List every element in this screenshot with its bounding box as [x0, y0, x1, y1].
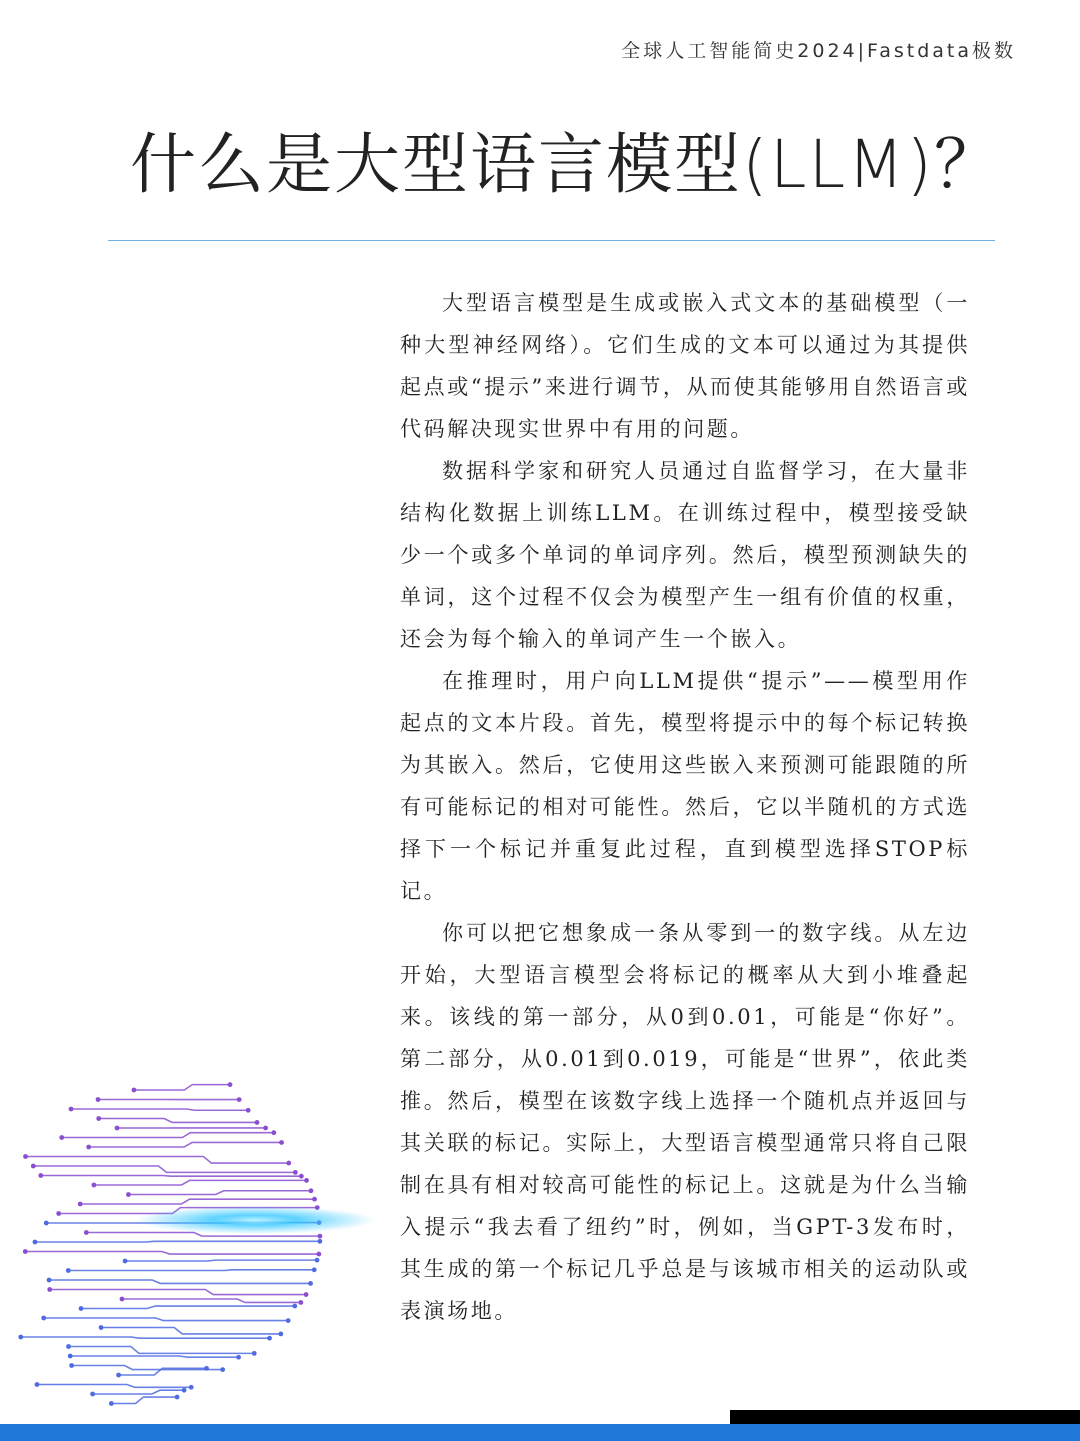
circuit-node	[292, 1304, 297, 1309]
circuit-node	[23, 1249, 28, 1254]
page-title: 什么是大型语言模型(LLM)？	[130, 126, 1002, 203]
circuit-node	[252, 1351, 257, 1356]
circuit-line	[21, 1337, 270, 1338]
circuit-line	[134, 1085, 230, 1090]
circuit-node	[299, 1174, 304, 1179]
circuit-line	[94, 1180, 307, 1185]
circuit-line	[81, 1306, 295, 1308]
circuit-node	[86, 1145, 91, 1150]
circuit-node	[189, 1385, 194, 1390]
circuit-node	[79, 1306, 84, 1311]
circuit-node	[96, 1116, 101, 1121]
circuit-node	[267, 1336, 272, 1341]
circuit-node	[18, 1335, 23, 1340]
circuit-node	[315, 1258, 320, 1263]
circuit-brain-head-illustration	[0, 1060, 400, 1430]
circuit-node	[123, 1259, 128, 1264]
circuit-line	[128, 1191, 311, 1195]
circuit-node	[56, 1211, 61, 1216]
circuit-node	[120, 1297, 125, 1302]
circuit-node	[132, 1088, 137, 1093]
circuit-node	[182, 1388, 187, 1393]
circuit-node	[59, 1135, 64, 1140]
circuit-line	[122, 1299, 301, 1302]
circuit-node	[126, 1192, 131, 1197]
circuit-node	[115, 1126, 120, 1131]
circuit-node	[263, 1126, 268, 1131]
circuit-node	[308, 1281, 313, 1286]
footer-bar-blue	[0, 1424, 1080, 1441]
circuit-node	[304, 1292, 309, 1297]
circuit-line	[41, 1176, 302, 1177]
circuit-node	[47, 1287, 52, 1292]
circuit-line	[93, 1390, 184, 1394]
circuit-node	[316, 1252, 321, 1257]
circuit-line	[50, 1290, 306, 1295]
circuit-line	[125, 1260, 317, 1261]
circuit-node	[312, 1267, 317, 1272]
circuit-node	[312, 1197, 317, 1202]
circuit-line	[89, 1142, 282, 1147]
circuit-line	[80, 1199, 314, 1204]
circuit-line	[49, 1280, 311, 1283]
circuit-line	[101, 1328, 281, 1334]
circuit-line	[25, 1252, 319, 1255]
circuit-line	[44, 1318, 288, 1321]
circuit-node	[204, 1366, 209, 1371]
circuit-node	[92, 1183, 97, 1188]
circuit-node	[38, 1173, 43, 1178]
circuit-node	[78, 1202, 83, 1207]
circuit-node	[116, 1373, 121, 1378]
circuit-line	[70, 1356, 238, 1357]
circuit-node	[33, 1240, 38, 1245]
circuit-node	[109, 1401, 114, 1406]
circuit-node	[69, 1107, 74, 1112]
circuit-line	[26, 1157, 289, 1164]
circuit-node	[286, 1318, 291, 1323]
circuit-node	[31, 1164, 36, 1169]
eye-glow	[135, 1206, 375, 1234]
circuit-node	[175, 1395, 180, 1400]
paragraph-1: 大型语言模型是生成或嵌入式文本的基础模型（一种大型神经网络）。它们生成的文本可以通过为其提供起点或“提示”来进行调节，从而使其能够用自然语言或代码解决现实世界中有用的问题。	[400, 291, 970, 441]
circuit-node	[66, 1344, 71, 1349]
circuit-line	[62, 1133, 274, 1138]
circuit-line	[111, 1397, 177, 1403]
article-body	[400, 282, 970, 1332]
circuit-node	[41, 1316, 46, 1321]
circuit-node	[236, 1355, 241, 1360]
circuit-node	[255, 1120, 260, 1125]
circuit-node	[309, 1188, 314, 1193]
circuit-node	[96, 1097, 101, 1102]
circuit-node	[278, 1331, 283, 1336]
circuit-node	[35, 1382, 40, 1387]
circuit-node	[99, 1325, 104, 1330]
circuit-node	[271, 1130, 276, 1135]
circuit-node	[23, 1154, 28, 1159]
circuit-node	[304, 1178, 309, 1183]
circuit-line	[71, 1109, 248, 1110]
circuit-node	[66, 1268, 71, 1273]
circuit-node	[47, 1278, 52, 1283]
circuit-line	[35, 1241, 320, 1242]
circuit-node	[84, 1230, 89, 1235]
running-header: 全球人工智能简史2024|Fastdata极数	[621, 40, 1016, 62]
circuit-node	[44, 1221, 49, 1226]
circuit-node	[317, 1239, 322, 1244]
circuit-node	[318, 1234, 323, 1239]
circuit-line	[68, 1270, 314, 1271]
circuit-node	[286, 1161, 291, 1166]
circuit-line	[33, 1166, 295, 1172]
circuit-node	[68, 1354, 73, 1359]
circuit-node	[279, 1140, 284, 1145]
circuit-line	[69, 1347, 255, 1354]
circuit-node	[228, 1082, 233, 1087]
circuit-node	[298, 1300, 303, 1305]
circuit-node	[90, 1392, 95, 1397]
circuit-line	[37, 1385, 191, 1388]
paragraph-3: 在推理时，用户向LLM提供“提示”——模型用作起点的文本片段。首先，模型将提示中的每个标记转换为其嵌入。然后，它使用这些嵌入来预测可能跟随的所有可能标记的相对可能性。然后，它以半随机的方式选择下一个标记并重复此过程，直到模型选择STOP标记。	[400, 669, 970, 903]
paragraph-4: 你可以把它想象成一条从零到一的数字线。从左边开始，大型语言模型会将标记的概率从大到小堆叠起来。该线的第一部分，从0到0.01，可能是“你好”。第二部分，从0.01到0.019，可能是“世界”，依此类推。然后，模型在该数字线上选择一个随机点并返回与其关联的标记。实际上，大型语言模型通常只将自己限制在具有相对较高可能性的标记上。这就是为什么当输入提示“我去看了纽约”时，例如，当GPT-3发布时，其生成的第一个标记几乎总是与该城市相关的运动队或表演场地。	[400, 921, 970, 1323]
circuit-node	[220, 1367, 225, 1372]
circuit-node	[69, 1363, 74, 1368]
circuit-node	[293, 1170, 298, 1175]
paragraph-2: 数据科学家和研究人员通过自监督学习，在大量非结构化数据上训练LLM。在训练过程中，模型接受缺少一个或多个单词的单词序列。然后，模型预测缺失的单词，这个过程不仅会为模型产生一组有价值的权重，还会为每个输入的单词产生一个嵌入。	[400, 459, 970, 651]
circuit-node	[246, 1108, 251, 1113]
title-divider	[108, 240, 995, 241]
circuit-line	[99, 1119, 257, 1123]
circuit-node	[237, 1097, 242, 1102]
